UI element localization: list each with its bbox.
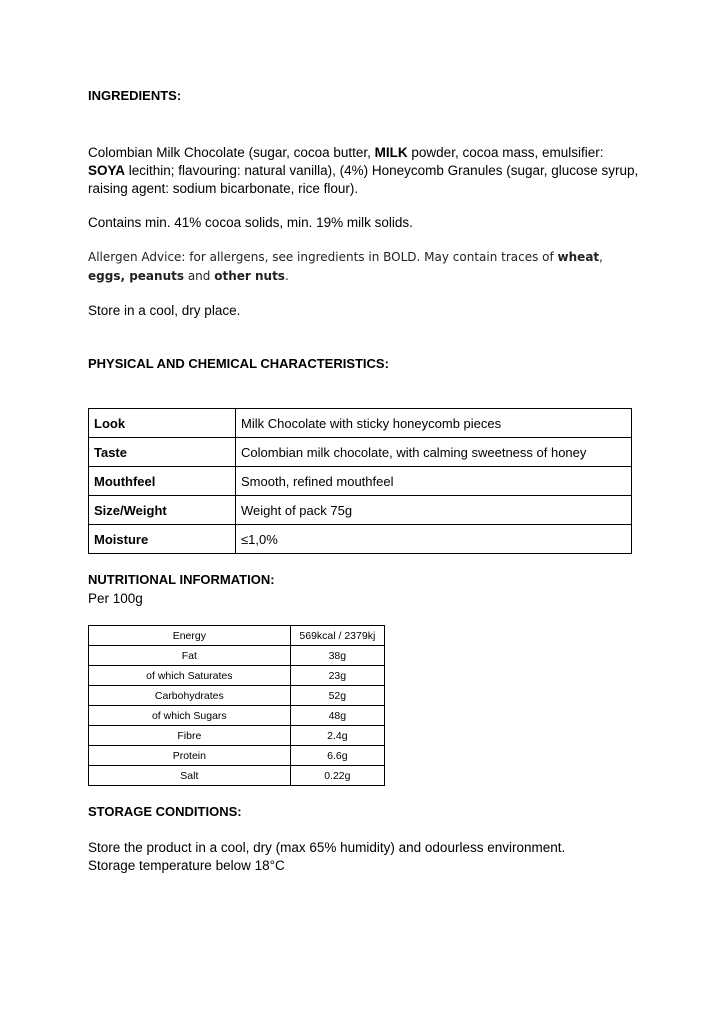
table-row <box>89 525 632 554</box>
allergen-advice-line-1 <box>88 248 648 267</box>
table-row <box>89 726 385 746</box>
ingredients-line-3: raising agent: sodium bicarbonate, rice flour). <box>88 181 359 196</box>
nutrition-table <box>88 625 385 786</box>
allergen-comma: , <box>599 250 603 264</box>
physical-label: Look <box>89 409 236 438</box>
ingredients-heading: INGREDIENTS: <box>88 88 182 103</box>
allergen-wheat: wheat <box>557 250 600 264</box>
allergen-advice <box>88 248 648 286</box>
nutrient-value: 0.22g <box>290 766 384 786</box>
nutrient-value: 569kcal / 2379kj <box>290 626 384 646</box>
cocoa-solids-text: Contains min. 41% cocoa solids, min. 19% milk solids. <box>88 215 413 230</box>
table-row <box>89 706 385 726</box>
allergen-advice-line-2 <box>88 267 648 286</box>
physical-label: Moisture <box>89 525 236 554</box>
ingredients-line-2 <box>88 162 648 180</box>
table-row <box>89 438 632 467</box>
allergen-soya: SOYA <box>88 163 126 178</box>
table-row <box>89 496 632 525</box>
physical-label: Taste <box>89 438 236 467</box>
storage-heading: STORAGE CONDITIONS: <box>88 804 242 819</box>
table-row <box>89 766 385 786</box>
physical-value: Smooth, refined mouthfeel <box>236 467 632 496</box>
ingredients-line-1a: Colombian Milk Chocolate (sugar, cocoa butter, <box>88 145 375 160</box>
physical-heading: PHYSICAL AND CHEMICAL CHARACTERISTICS: <box>88 356 389 371</box>
physical-value: Weight of pack 75g <box>236 496 632 525</box>
allergen-and: and <box>184 269 215 283</box>
ingredients-text <box>88 144 648 198</box>
ingredients-line-2b: lecithin; flavouring: natural vanilla), (4%) Honeycomb Granules (sugar, glucose syrup, <box>125 163 639 178</box>
nutrient-label: of which Sugars <box>89 706 291 726</box>
nutrient-label: Fibre <box>89 726 291 746</box>
allergen-advice-text: Allergen Advice: for allergens, see ingredients in BOLD. May contain traces of <box>88 250 558 264</box>
allergen-milk: MILK <box>374 145 408 160</box>
nutrient-label: Energy <box>89 626 291 646</box>
table-row <box>89 646 385 666</box>
nutrient-label: Fat <box>89 646 291 666</box>
allergen-period: . <box>284 269 289 283</box>
nutrient-value: 23g <box>290 666 384 686</box>
nutrient-label: of which Saturates <box>89 666 291 686</box>
ingredients-line-1 <box>88 144 648 162</box>
nutrition-heading: NUTRITIONAL INFORMATION: <box>88 572 275 587</box>
table-row <box>89 467 632 496</box>
nutrient-value: 2.4g <box>290 726 384 746</box>
physical-value: Colombian milk chocolate, with calming sweetness of honey <box>236 438 632 467</box>
table-row <box>89 746 385 766</box>
nutrient-value: 38g <box>290 646 384 666</box>
allergen-other-nuts: other nuts <box>214 269 285 283</box>
table-row <box>89 409 632 438</box>
table-row <box>89 686 385 706</box>
nutrition-per: Per 100g <box>88 591 143 606</box>
nutrient-value: 48g <box>290 706 384 726</box>
ingredients-line-1c: powder, cocoa mass, emulsifier: <box>407 145 604 160</box>
nutrient-value: 6.6g <box>290 746 384 766</box>
physical-table <box>88 408 632 554</box>
physical-value: ≤1,0% <box>236 525 632 554</box>
nutrient-label: Salt <box>89 766 291 786</box>
nutrient-label: Carbohydrates <box>89 686 291 706</box>
nutrient-value: 52g <box>290 686 384 706</box>
table-row <box>89 666 385 686</box>
store-text: Store in a cool, dry place. <box>88 303 241 318</box>
physical-value: Milk Chocolate with sticky honeycomb pieces <box>236 409 632 438</box>
storage-line-1: Store the product in a cool, dry (max 65% humidity) and odourless environment. <box>88 840 566 855</box>
physical-label: Size/Weight <box>89 496 236 525</box>
allergen-eggs-peanuts: eggs, peanuts <box>88 269 184 283</box>
storage-line-2: Storage temperature below 18°C <box>88 858 285 873</box>
nutrient-label: Protein <box>89 746 291 766</box>
physical-label: Mouthfeel <box>89 467 236 496</box>
table-row <box>89 626 385 646</box>
